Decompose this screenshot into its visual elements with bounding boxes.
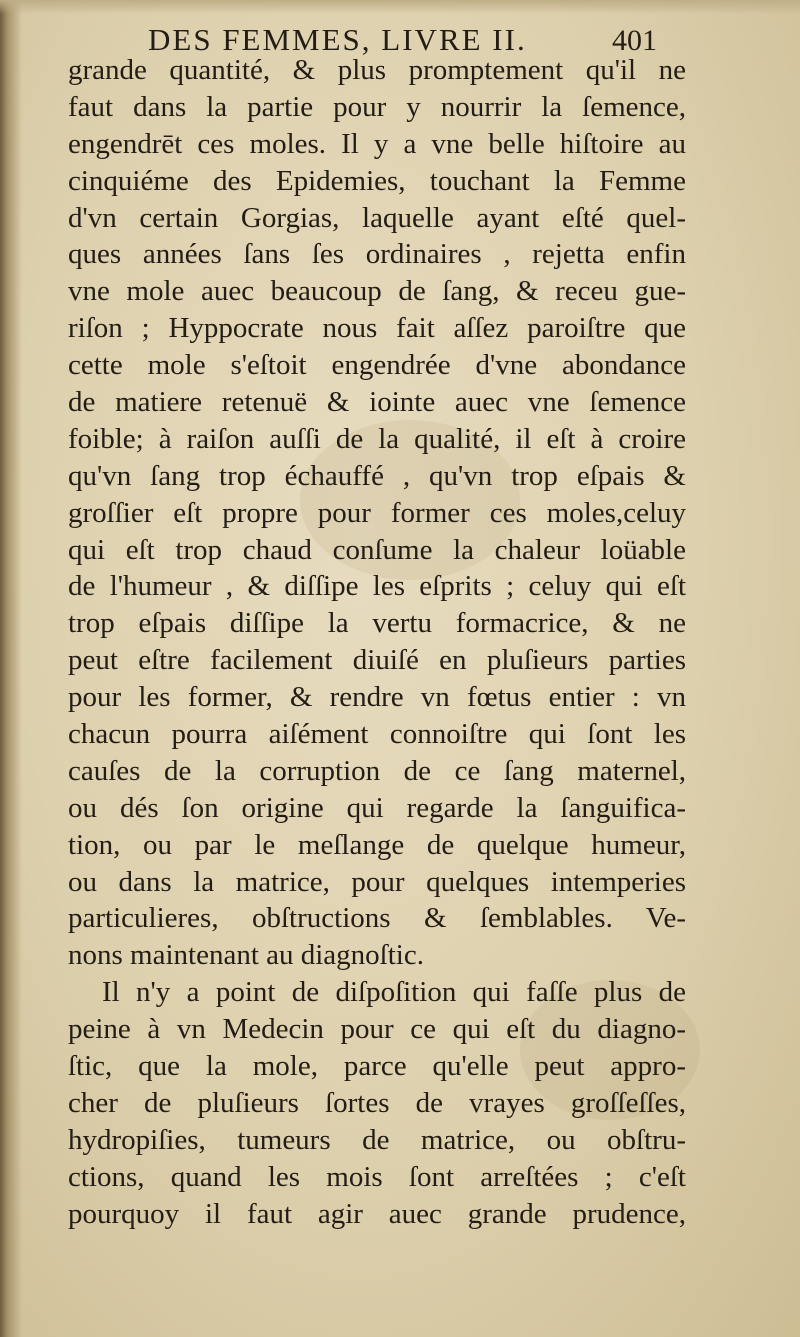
text-line: vne mole auec beaucoup de ſang, & receu gue- (68, 275, 686, 308)
text-line: d'vn certain Gorgias, laquelle ayant eſté quel- (68, 201, 686, 234)
text-line: qui eſt trop chaud conſume la chaleur loüable (68, 533, 686, 566)
text-line: peut eſtre facilement diuiſé en pluſieurs parties (68, 644, 686, 677)
text-line: chacun pourra aiſément connoiſtre qui ſont les (68, 718, 686, 751)
text-line: particulieres, obſtructions & ſemblables. Ve- (68, 902, 686, 935)
text-line: cher de pluſieurs ſortes de vrayes groſſeſſes, (68, 1086, 686, 1119)
text-line: ou dans la matrice, pour quelques intemperies (68, 865, 686, 898)
text-line: faut dans la partie pour y nourrir la ſemence, (68, 90, 686, 123)
text-line: peine à vn Medecin pour ce qui eſt du diagno- (68, 1013, 686, 1046)
text-line: ſtic, que la mole, parce qu'elle peut appro- (68, 1050, 686, 1083)
body-text (68, 52, 686, 1233)
text-line: ou dés ſon origine qui regarde la ſanguifica- (68, 791, 686, 824)
text-line: qu'vn ſang trop échauffé , qu'vn trop eſpais & (68, 459, 686, 492)
paragraph-start-line: Il n'y a point de diſpoſition qui faſſe plus de (102, 976, 686, 1009)
text-line: grande quantité, & plus promptement qu'il ne (68, 54, 686, 86)
text-line: pourquoy il faut agir auec grande prudence, (68, 1197, 686, 1230)
text-line: de l'humeur , & diſſipe les eſprits ; celuy qui eſt (68, 570, 686, 603)
page-gutter-shadow (0, 0, 22, 1337)
text-line: hydropiſies, tumeurs de matrice, ou obſtru- (68, 1123, 686, 1156)
text-line: groſſier eſt propre pour former ces moles,celuy (68, 496, 686, 529)
text-line: nons maintenant au diagnoſtic. (68, 939, 424, 972)
text-line: cinquiéme des Epidemies, touchant la Femme (68, 164, 686, 197)
text-line: de matiere retenuë & iointe auec vne ſemence (68, 386, 686, 419)
text-line: riſon ; Hyppocrate nous fait aſſez paroiſtre que (68, 312, 686, 345)
text-line: pour les former, & rendre vn fœtus entier : vn (68, 681, 686, 714)
page-number: 401 (612, 24, 657, 57)
running-head: DES FEMMES, LIVRE II. (148, 22, 527, 57)
page-top-edge (0, 0, 800, 14)
text-line: ques années ſans ſes ordinaires , rejetta enfin (68, 238, 686, 271)
text-line: cette mole s'eſtoit engendrée d'vne abondance (68, 349, 686, 382)
text-line: engendrēt ces moles. Il y a vne belle hiſtoire au (68, 127, 686, 160)
text-line: foible; à raiſon auſſi de la qualité, il eſt à croire (68, 422, 686, 455)
text-line: ctions, quand les mois ſont arreſtées ; c'eſt (68, 1160, 686, 1193)
text-line: tion, ou par le meſlange de quelque humeur, (68, 828, 686, 861)
text-line: trop eſpais diſſipe la vertu formacrice, & ne (68, 607, 686, 640)
text-line: cauſes de la corruption de ce ſang maternel, (68, 754, 686, 787)
